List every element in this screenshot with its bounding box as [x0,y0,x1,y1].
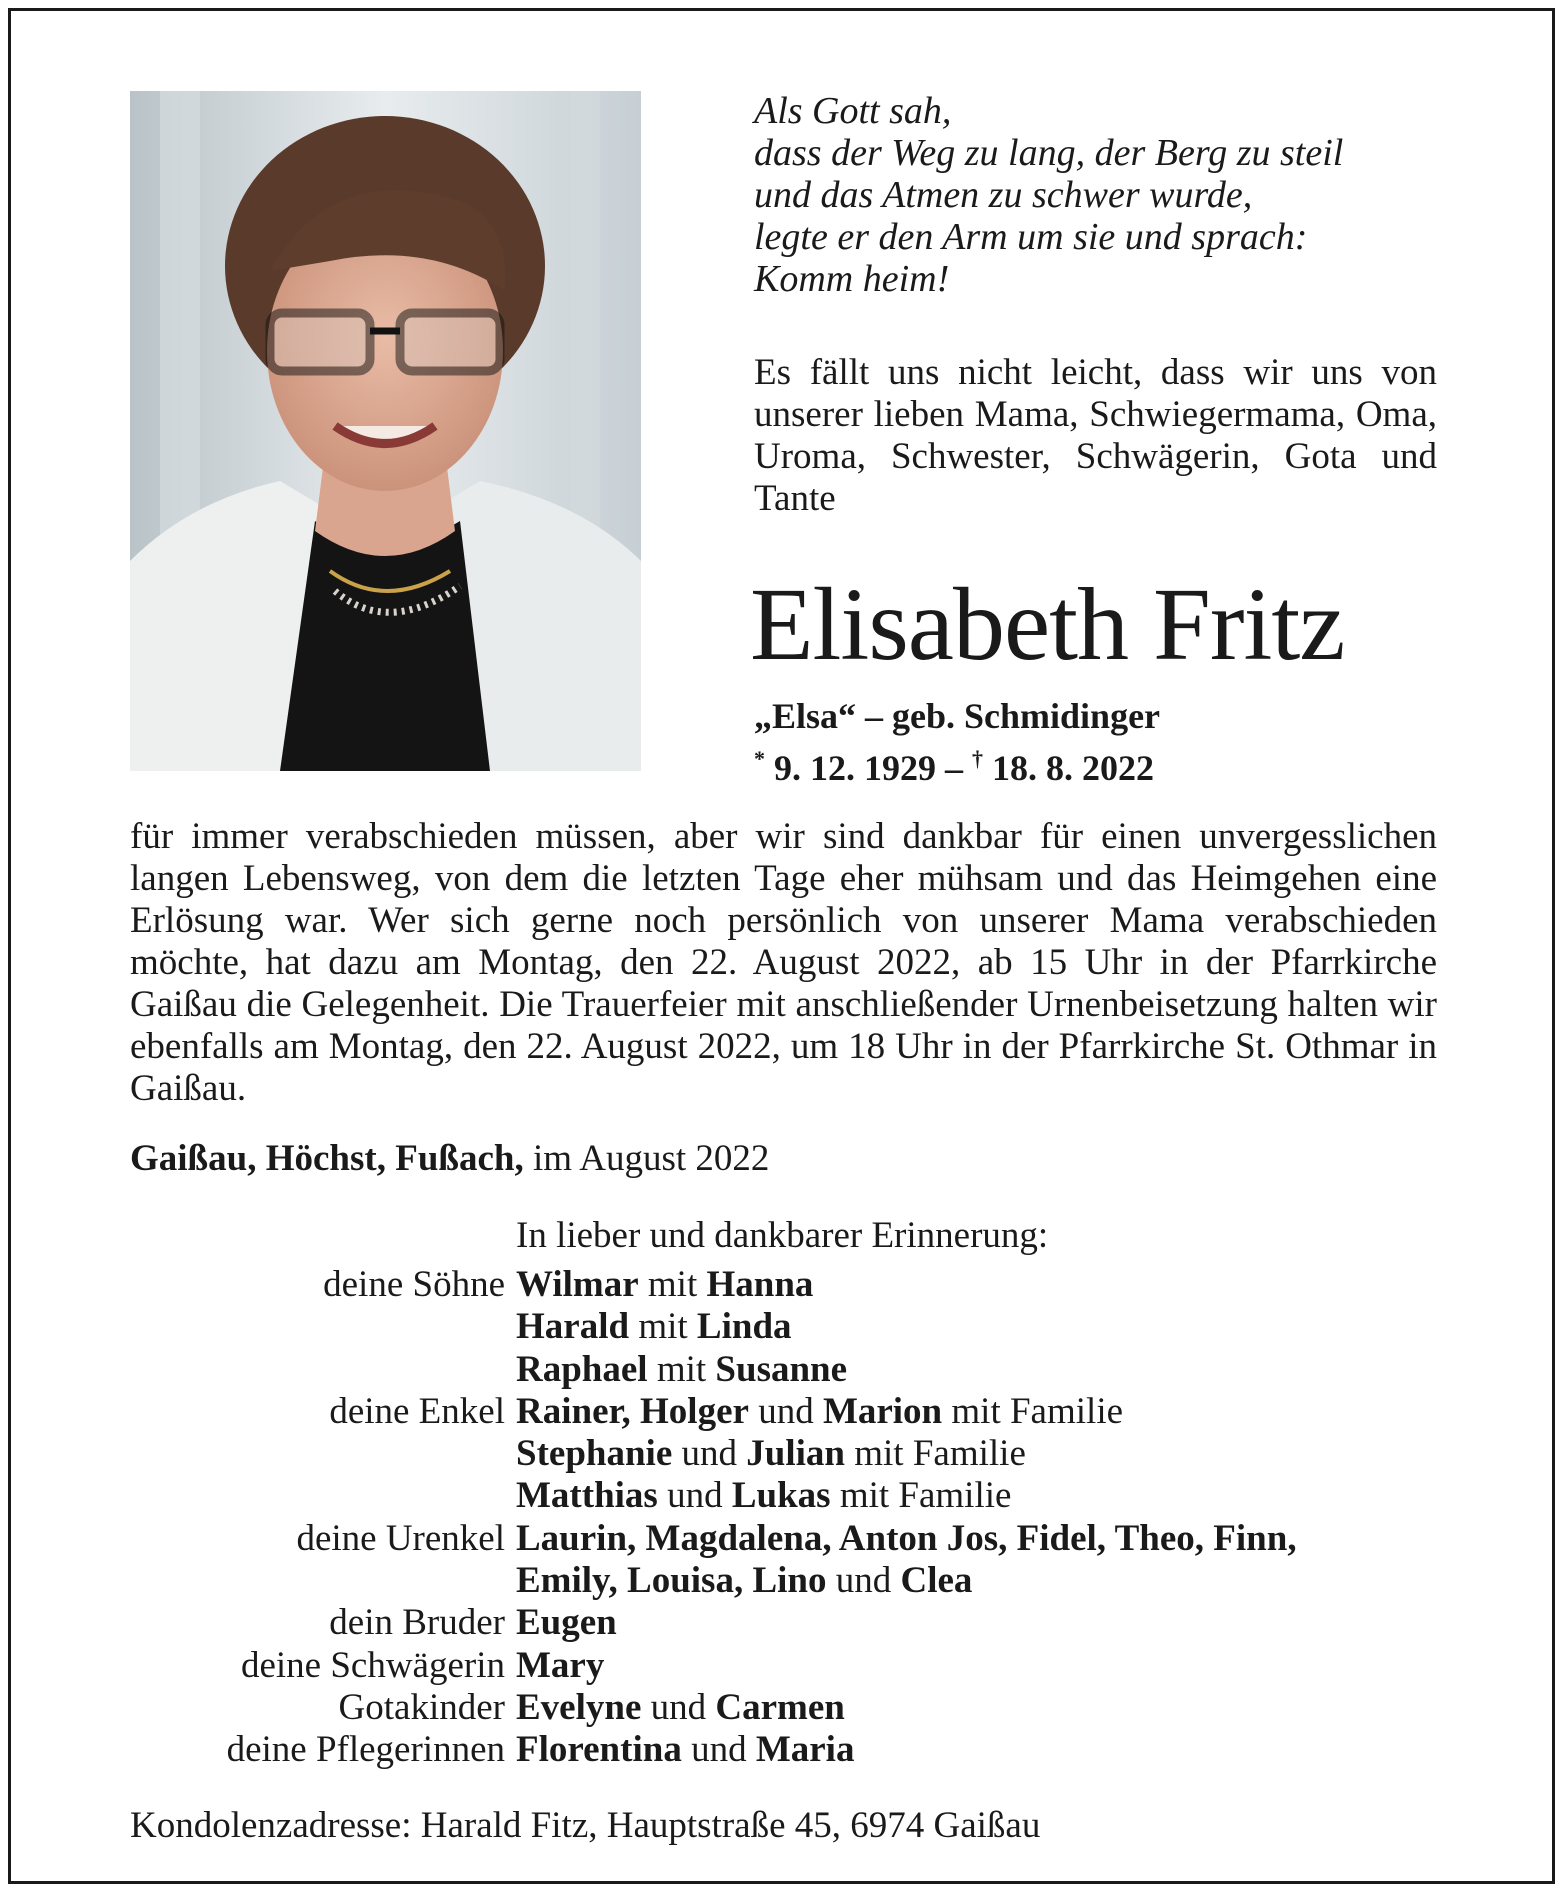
family-names [516,1687,1440,1729]
family-member-name: Clea [900,1560,973,1602]
family-relation: deine Enkel [329,1390,505,1432]
family-row [130,1306,1440,1348]
family-connector: mit Familie [942,1390,1124,1432]
family-member-name: Evelyne [516,1686,642,1728]
family-relation: Gotakinder [338,1686,505,1728]
family-member-name: Harald [516,1306,630,1348]
family-names [516,1560,1440,1602]
poem-line: legte er den Arm um sie und sprach: [754,216,1308,258]
family-connector: und [748,1390,823,1432]
date-separator: – [945,748,963,788]
poem-line: dass der Weg zu lang, der Berg zu steil [754,132,1344,174]
family-member-name: Lukas [731,1475,831,1517]
family-member-name: Florentina [516,1729,682,1771]
family-member-name: Maria [755,1729,855,1771]
poem-line: und das Atmen zu schwer wurde, [754,174,1253,216]
family-relation [130,1475,516,1517]
family-member-name: Rainer, Holger [516,1390,749,1432]
family-member-name: Eugen [516,1602,617,1644]
memory-line: In lieber und dankbarer Erinnerung: [516,1215,1049,1256]
deceased-name: Elisabeth Fritz [750,567,1345,682]
family-relation: deine Söhne [323,1264,505,1305]
family-member-name: Linda [696,1306,792,1348]
family-names [516,1475,1440,1517]
family-connector: und [672,1433,747,1475]
family-row [130,1645,1440,1687]
family-relation: dein Bruder [329,1602,505,1644]
birth-date: 9. 12. 1929 [774,748,936,788]
life-dates [754,738,1154,789]
family-member-name: Hanna [706,1264,814,1305]
family-row [130,1687,1440,1729]
intro-text: Es fällt uns nicht leicht, dass wir uns von unserer lieben Mama, Schwiegermama, Oma, Uroma, Schwester, Schwägerin, Gota und Tante [754,352,1437,519]
portrait-illustration [130,91,641,771]
poem-line: Komm heim! [754,258,950,300]
family-relation: deine Pflegerinnen [226,1729,505,1771]
death-date: 18. 8. 2022 [992,748,1154,788]
family-list [130,1264,1440,1772]
family-row [130,1264,1440,1306]
family-relation [130,1349,516,1391]
family-member-name: Susanne [715,1348,848,1390]
family-member-name: Wilmar [516,1264,639,1305]
family-connector: mit [647,1348,716,1390]
family-names [516,1729,1440,1771]
family-member-name: Matthias [516,1475,658,1517]
family-relation [130,1306,516,1348]
family-member-name: Laurin, Magdalena, Anton Jos, Fidel, Theo, Finn, [516,1517,1297,1559]
family-names [516,1433,1440,1475]
family-member-name: Mary [516,1644,605,1686]
condolence-address: Kondolenzadresse: Harald Fitz, Hauptstraße 45, 6974 Gaißau [130,1805,1041,1846]
family-row [130,1391,1440,1433]
family-member-name: Emily, Louisa, Lino [516,1560,827,1602]
family-connector: und [657,1475,732,1517]
birth-symbol: * [754,746,765,771]
family-member-name: Marion [822,1390,943,1432]
family-connector: mit Familie [844,1433,1026,1475]
family-relation [130,1433,516,1475]
family-names [516,1349,1440,1391]
poem [754,90,1434,300]
family-row [130,1518,1440,1560]
place-line [130,1138,769,1180]
family-connector: mit [638,1264,707,1305]
poem-line: Als Gott sah, [754,90,952,132]
family-member-name: Julian [746,1433,845,1475]
family-connector: und [641,1686,716,1728]
family-row [130,1349,1440,1391]
family-connector: und [681,1729,756,1771]
place-date: im August 2022 [532,1138,770,1179]
place-locations: Gaißau, Höchst, Fußach, [130,1138,524,1179]
family-connector: mit Familie [830,1475,1012,1517]
family-row [130,1475,1440,1517]
death-symbol: † [972,746,983,771]
family-row [130,1602,1440,1644]
family-row [130,1560,1440,1602]
family-relation [130,1560,516,1602]
family-names [516,1264,1440,1306]
family-connector: mit [629,1306,697,1348]
family-member-name: Carmen [715,1686,845,1728]
family-relation: deine Urenkel [296,1517,505,1559]
family-row [130,1433,1440,1475]
family-names [516,1306,1440,1348]
family-names [516,1602,1440,1644]
nickname-line: „Elsa“ – geb. Schmidinger [754,696,1161,736]
family-row [130,1729,1440,1771]
family-connector: und [826,1560,901,1602]
portrait-photo [130,91,641,771]
family-names [516,1391,1440,1433]
family-names [516,1645,1440,1687]
family-member-name: Raphael [516,1348,648,1390]
family-member-name: Stephanie [516,1433,673,1475]
body-text: für immer verabschieden müssen, aber wir sind dankbar für einen unvergesslichen langen Lebensweg, von dem die letzten Tage eher mühsam und das Heimgehen eine Erlösung war. Wer sich gerne noch persönlich von unserer Mama verabschieden möchte, hat dazu am Montag, den 22. August 2022, ab 15 Uhr in der Pfarrkirche Gaißau die Gelegenheit. Die Trauerfeier mit anschließender Urnenbeisetzung halten wir ebenfalls am Montag, den 22. August 2022, um 18 Uhr in der Pfarrkirche St. Othmar in Gaißau. [130,816,1437,1109]
family-names [516,1518,1440,1560]
family-relation: deine Schwägerin [240,1644,505,1686]
